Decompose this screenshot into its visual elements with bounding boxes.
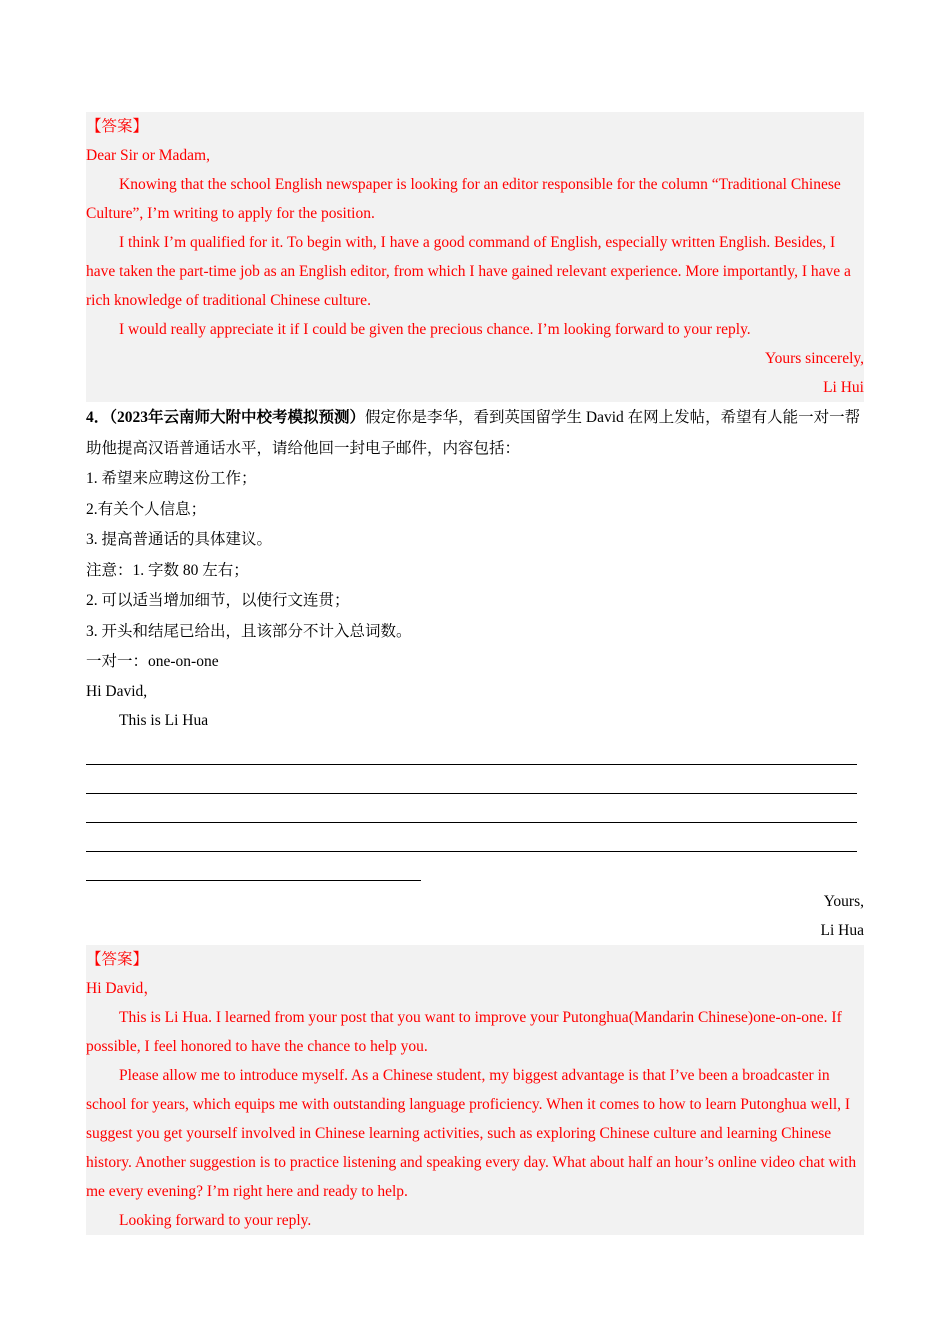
question-point: 2.有关个人信息； — [86, 500, 207, 518]
question-note: 注意：1. 字数 80 左右； — [86, 561, 249, 579]
question-note: 3. 开头和结尾已给出，且该部分不计入总词数。 — [86, 622, 412, 640]
answer-block-1 — [86, 112, 864, 402]
email-sign-block — [86, 887, 864, 945]
email-closing: Yours, — [823, 892, 864, 910]
question-prompt — [86, 403, 864, 464]
document-page — [86, 112, 864, 1235]
question-text: 假定你是李华，看到英国留学生 David 在网上发帖，希望有人能一对一帮助他提高汉语普通话水平，请给他回一封电子邮件，内容包括： — [86, 409, 861, 457]
letter-paragraph: This is Li Hua. I learned from your post that you want to improve your Putonghua(Mandarin Chinese)one-on-one. If possible, I feel honored to have the chance to help you. — [86, 1008, 842, 1055]
writing-line[interactable] — [86, 852, 421, 881]
letter-closing: Yours sincerely, — [764, 350, 864, 367]
question-number: 4． — [86, 409, 110, 426]
question-note: 2. 可以适当增加细节，以使行文连贯； — [86, 592, 350, 609]
email-opening: This is Li Hua — [119, 712, 209, 729]
letter-paragraph: I would really appreciate it if I could be given the precious chance. I’m looking forward to your reply. — [119, 321, 751, 338]
question-point: 1. 希望来应聘这份工作； — [86, 470, 257, 487]
email-signature: Li Hua — [820, 921, 864, 939]
writing-line[interactable] — [86, 736, 857, 765]
letter-salutation: Dear Sir or Madam, — [86, 147, 210, 164]
letter-paragraph: Looking forward to your reply. — [119, 1211, 312, 1229]
answer-block-2 — [86, 945, 864, 1235]
writing-area[interactable] — [86, 736, 864, 881]
letter-paragraph: I think I’m qualified for it. To begin with, I have a good command of English, especially written English. Besides, I have taken the part-time job as an English editor, from which I have gained relevant experience. More importantly, I have a rich knowledge of traditional Chinese culture. — [86, 234, 851, 309]
writing-line[interactable] — [86, 823, 857, 852]
email-salutation: Hi David, — [86, 682, 148, 700]
letter-paragraph: Please allow me to introduce myself. As a Chinese student, my biggest advantage is that I’ve been a broadcaster in school for years, which equips me with outstanding language proficiency. When it comes to how to learn Putonghua well, I suggest you get yourself involved in Chinese learning activities, such as exploring Chinese culture and learning Chinese history. Another suggestion is to practice listening and speaking every day. What about half an hour’s online video chat with me every evening? I’m right here and ready to help. — [86, 1066, 857, 1200]
answer-tag: 【答案】 — [86, 950, 149, 968]
question-source: （2023年云南师大附中校考模拟预测） — [109, 409, 366, 426]
letter-paragraph: Knowing that the school English newspaper is looking for an editor responsible for the column “Traditional Chinese Culture”, I’m writing to apply for the position. — [86, 176, 841, 222]
answer-tag: 【答案】 — [86, 118, 149, 135]
letter-signature: Li Hui — [823, 379, 864, 396]
vocab-hint: 一对一：one-on-one — [86, 653, 219, 670]
question-point: 3. 提高普通话的具体建议。 — [86, 531, 273, 548]
letter-salutation: Hi David， — [86, 979, 159, 997]
writing-line[interactable] — [86, 765, 857, 794]
writing-line[interactable] — [86, 794, 857, 823]
question-4 — [86, 403, 864, 945]
